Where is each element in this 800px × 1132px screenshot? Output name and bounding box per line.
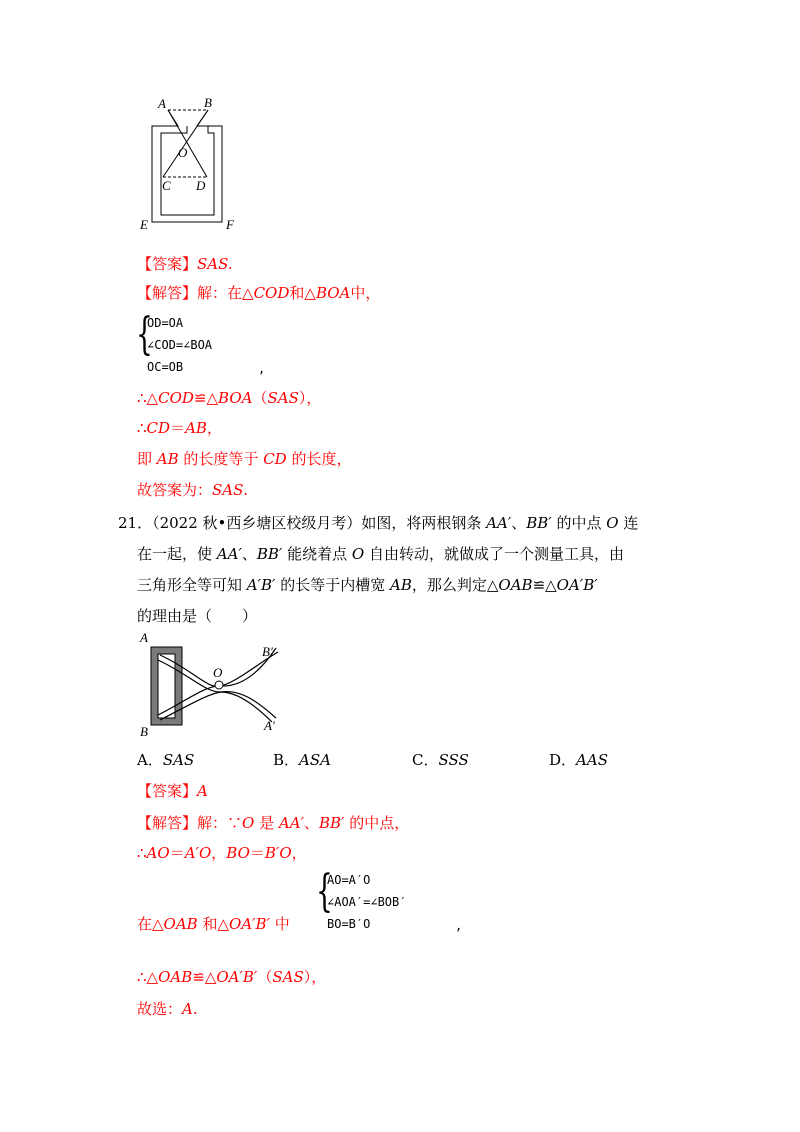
text: BB′ [319, 814, 345, 832]
text: A [182, 1000, 193, 1018]
text: （ [257, 968, 273, 986]
fig1-label-f: F [226, 217, 234, 232]
q20-solution-line3 [137, 418, 222, 438]
q20-system-eq2: ∠COD=∠BOA [147, 338, 213, 352]
q21-solution-line4 [137, 967, 326, 987]
q21-solution-line5 [137, 999, 198, 1019]
text: AA′ [216, 545, 242, 563]
q21-system-eq3: BO=B′O [327, 917, 371, 931]
text: ）， [298, 389, 322, 407]
q20-system-comma: , [258, 362, 266, 376]
text: 、 [241, 545, 257, 563]
option-value: SAS [162, 751, 195, 769]
fig2-label-b-prime: B′ [262, 644, 273, 659]
answer-value: A [197, 782, 208, 800]
text: B′O [264, 844, 292, 862]
text: AA′ [278, 814, 304, 832]
q21-solution-line3 [137, 914, 290, 934]
text: 在△ [227, 284, 254, 302]
q21-option-a[interactable] [137, 750, 194, 770]
text: SAS [267, 389, 299, 407]
q21-stem-line3 [137, 575, 598, 595]
option-label: A． [137, 751, 163, 769]
fig1-label-o: O [178, 145, 188, 160]
text: O [606, 514, 619, 532]
answer-tag: 【答案】 [137, 782, 198, 800]
text: 是 [254, 814, 279, 832]
text: ≌△ [532, 576, 557, 594]
text: ∴△ [137, 968, 159, 986]
q20-system-eq1: OD=OA [147, 316, 184, 330]
solution-prefix: 解： [197, 814, 228, 832]
text: 的中点， [344, 814, 410, 832]
text: AA′ [486, 514, 512, 532]
text: CD [146, 419, 171, 437]
text: A′O [184, 844, 212, 862]
option-label: B． [273, 751, 300, 769]
text: ， [291, 844, 307, 862]
text: 即 [137, 450, 157, 468]
text: AB [156, 450, 179, 468]
text: SAS [272, 968, 304, 986]
q20-solution-line2 [137, 388, 321, 408]
fig1-label-e: E [140, 217, 148, 232]
text: . [192, 1000, 198, 1018]
text: 的中点 [551, 514, 607, 532]
text: 在△ [137, 915, 164, 933]
text: AO [146, 844, 170, 862]
q20-system-eq3: OC=OB [147, 360, 184, 374]
fig1-label-c: C [162, 178, 171, 193]
q21-answer [137, 781, 208, 801]
q21-system-eq1: AO=A′O [327, 873, 371, 887]
fig2-label-o: O [213, 665, 223, 680]
q21-option-d[interactable] [549, 750, 608, 770]
text: OAB [163, 915, 198, 933]
q21-stem-line4: 的理由是（ ） [137, 607, 258, 625]
q21-option-c[interactable] [412, 750, 469, 770]
text: ， [206, 419, 222, 437]
text: 连 [618, 514, 639, 532]
q20-answer [137, 254, 233, 274]
text: OAB [158, 968, 193, 986]
text: ∴ [137, 844, 147, 862]
text: 自由转动，就做成了一个测量工具，由 [364, 545, 624, 563]
text: 三角形全等可知 [137, 576, 247, 594]
solution-tag: 【解答】 [137, 814, 198, 832]
text: OA′B′ [556, 576, 598, 594]
option-value: AAS [576, 751, 608, 769]
text: BOA [218, 389, 253, 407]
text: ，那么判定△ [411, 576, 499, 594]
text: COD [253, 284, 290, 302]
q20-solution-line1 [137, 283, 380, 303]
text: OA′B′ [229, 915, 270, 933]
question-number: 21． [118, 514, 153, 532]
q20-system-brace: { [136, 309, 153, 360]
q21-system-comma: , [455, 919, 463, 933]
q21-stem-line2 [137, 544, 624, 564]
text: ＝ [249, 844, 265, 862]
text: 的长度等于 [178, 450, 264, 468]
text: COD [158, 389, 194, 407]
text: OA′B′ [216, 968, 258, 986]
q20-solution-line5 [137, 480, 248, 500]
text: ∴ [137, 419, 147, 437]
text: 、 [511, 514, 527, 532]
text: OAB [498, 576, 533, 594]
text: 中 [269, 915, 290, 933]
text: 和△ [289, 284, 316, 302]
option-value: ASA [299, 751, 331, 769]
q21-system-brace: { [316, 866, 333, 917]
fig1-label-a: A [158, 96, 166, 111]
text: 的长度， [286, 450, 352, 468]
solution-tag: 【解答】 [137, 284, 198, 302]
q21-solution-line1 [137, 813, 409, 833]
text: 的长等于内槽宽 [275, 576, 390, 594]
text: 故选： [137, 1000, 183, 1018]
text: 能绕着点 [282, 545, 352, 563]
text: ）， [303, 968, 327, 986]
text: BB′ [526, 514, 552, 532]
text: BOA [315, 284, 351, 302]
fig2-label-b: B [140, 724, 148, 739]
q21-stem-line1 [118, 513, 638, 533]
text: ≌△ [192, 968, 217, 986]
fig2-label-a-prime: A′ [264, 718, 275, 733]
text: AB [185, 419, 207, 437]
text: BO [226, 844, 250, 862]
fig1-label-d: D [196, 178, 206, 193]
text: 和△ [197, 915, 230, 933]
text: （ [252, 389, 268, 407]
figure-steel-bars [138, 630, 298, 742]
text: （2022 秋•西乡塘区校级月考）如图，将两根钢条 [152, 514, 487, 532]
text: BB′ [256, 545, 283, 563]
q20-solution-line4 [137, 449, 351, 469]
text: 、 [303, 814, 319, 832]
text: ＝ [169, 844, 185, 862]
figure-measuring-frame [140, 95, 250, 235]
text: ∵ [227, 814, 243, 832]
option-label: C． [412, 751, 439, 769]
text: ， [211, 844, 227, 862]
text: CD [263, 450, 287, 468]
text: O [242, 814, 255, 832]
text: O [351, 545, 365, 563]
text: A′B′ [246, 576, 276, 594]
option-value: SSS [438, 751, 469, 769]
text: ＝ [170, 419, 186, 437]
fig1-label-b: B [204, 95, 212, 110]
text: 在一起，使 [137, 545, 217, 563]
text: SAS [212, 481, 244, 499]
answer-tag: 【答案】 [137, 255, 198, 273]
q21-option-b[interactable] [273, 750, 331, 770]
option-label: D． [549, 751, 577, 769]
fig2-label-a: A [140, 630, 148, 645]
text: 故答案为： [137, 481, 213, 499]
q21-solution-line2 [137, 843, 307, 863]
text: 中， [350, 284, 381, 302]
text: AB [390, 576, 412, 594]
text: ∴△ [137, 389, 159, 407]
answer-value: SAS. [197, 255, 233, 273]
text: ≌△ [193, 389, 219, 407]
text: . [243, 481, 249, 499]
q21-system-eq2: ∠AOA′=∠BOB′ [327, 895, 407, 909]
solution-prefix: 解： [197, 284, 228, 302]
